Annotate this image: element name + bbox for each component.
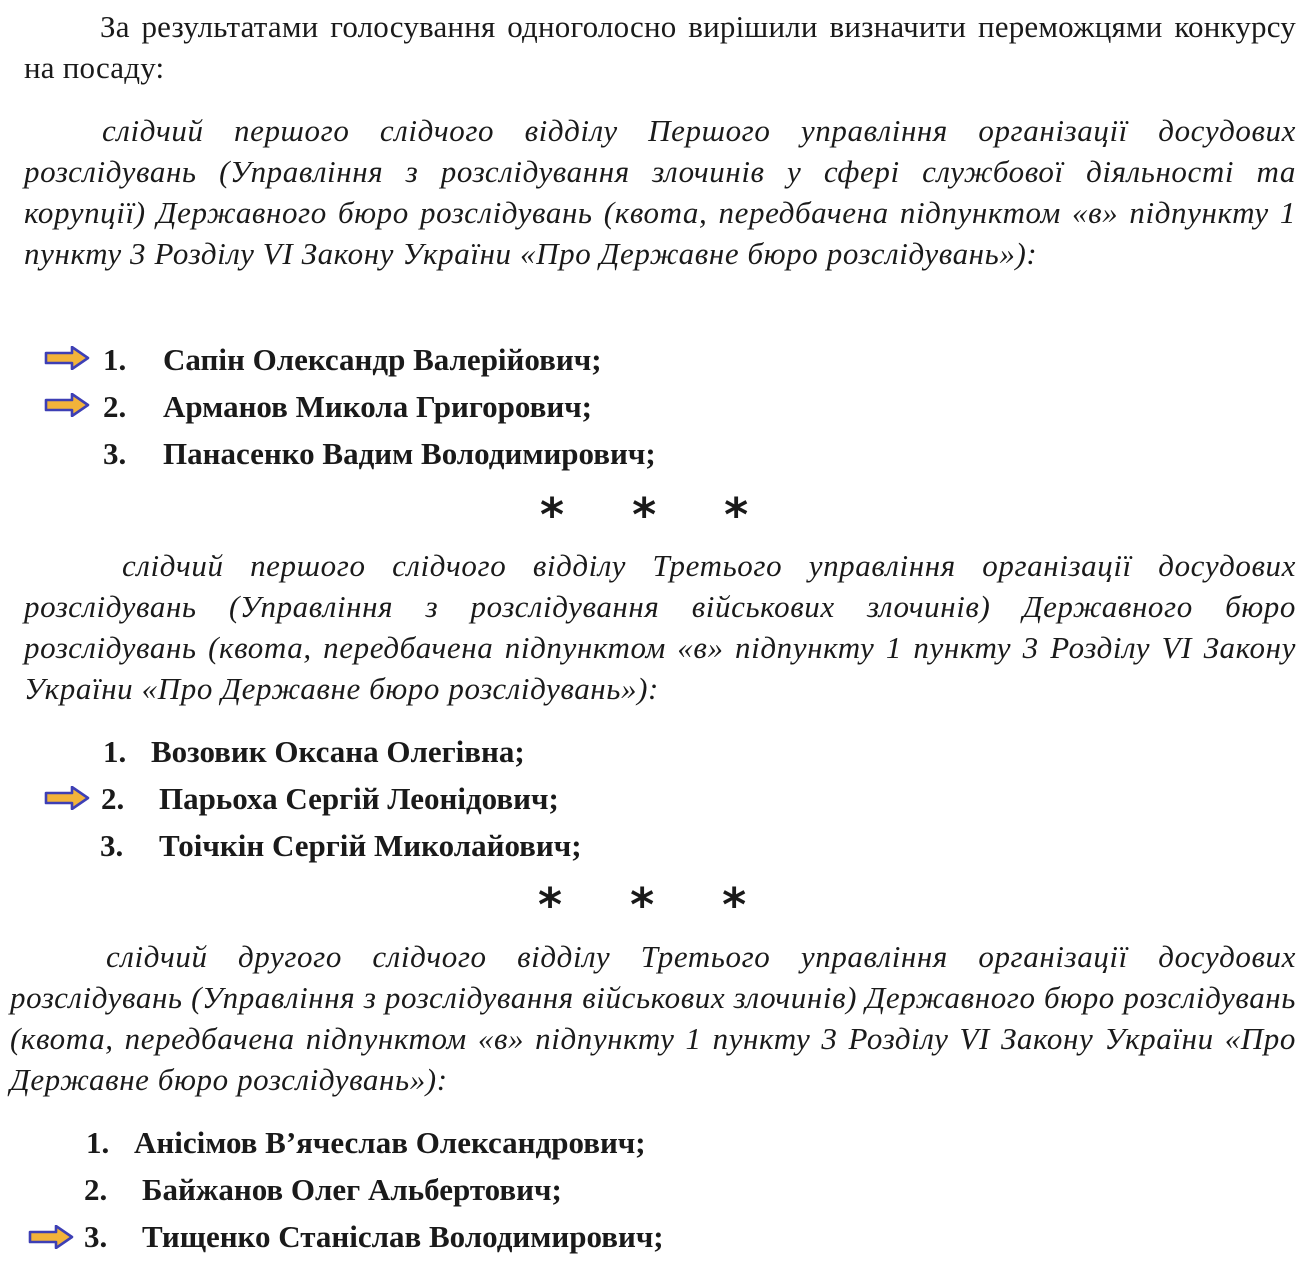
section-2-position: слідчий першого слідчого відділу Третього управління організації досудових розслідувань (Управління з розслідування військових злочинів) Державного бюро розслідувань (квота, передбачена підпунктом «в» підпункту 1 пункту 3 Розділу VI Закону України «Про Державне бюро розслідувань»): <box>24 548 1296 706</box>
winner-name: Арманов Микола Григорович; <box>163 389 593 424</box>
marker-arrow-icon <box>44 393 90 417</box>
section-3-position: слідчий другого слідчого відділу Третього управління організації досудових розслідувань (Управління з розслідування військових злочинів) Державного бюро розслідувань (квота, передбачена підпунктом «в» підпункту 1 пункту 3 Розділу VI Закону України «Про Державне бюро розслідувань»): <box>10 939 1296 1097</box>
winner-name: Анісімов В’ячеслав Олександрович; <box>134 1125 646 1160</box>
intro-paragraph: За результатами голосування одноголосно вирішили визначити переможцями конкурсу на посаду: <box>24 9 1296 85</box>
item-number: 2. <box>101 781 125 816</box>
item-number: 3. <box>100 828 124 863</box>
winner-name: Тищенко Станіслав Володимирович; <box>142 1219 664 1254</box>
item-number: 1. <box>103 342 127 377</box>
winner-name: Сапін Олександр Валерійович; <box>163 342 602 377</box>
marker-arrow-icon <box>28 1225 74 1249</box>
marker-arrow-icon <box>44 346 90 370</box>
list-item <box>84 1215 664 1259</box>
list-item <box>101 777 559 821</box>
list-item <box>86 1121 646 1165</box>
list-item <box>100 824 582 868</box>
item-number: 1. <box>103 734 127 769</box>
section-separator: * * * <box>540 488 775 542</box>
item-number: 1. <box>86 1125 110 1160</box>
winner-name: Возовик Оксана Олегівна; <box>151 734 525 769</box>
item-number: 3. <box>103 436 127 471</box>
section-separator: * * * <box>538 878 773 932</box>
list-item <box>103 730 525 774</box>
item-number: 3. <box>84 1219 108 1254</box>
winner-name: Тоічкін Сергій Миколайович; <box>159 828 582 863</box>
item-number: 2. <box>84 1172 108 1207</box>
list-item <box>103 338 602 382</box>
list-item <box>84 1168 562 1212</box>
winner-name: Панасенко Вадим Володимирович; <box>163 436 656 471</box>
winner-name: Байжанов Олег Альбертович; <box>142 1172 562 1207</box>
marker-arrow-icon <box>44 786 90 810</box>
list-item <box>103 432 656 476</box>
list-item <box>103 385 593 429</box>
winner-name: Парьоха Сергій Леонідович; <box>159 781 559 816</box>
item-number: 2. <box>103 389 127 424</box>
section-1-position: слідчий першого слідчого відділу Першого управління організації досудових розслідувань (Управління з розслідування злочинів у сфері службової діяльності та корупції) Державного бюро розслідувань (квота, передбачена підпунктом «в» підпункту 1 пункту 3 Розділу VI Закону України «Про Державне бюро розслідувань»): <box>24 113 1296 271</box>
